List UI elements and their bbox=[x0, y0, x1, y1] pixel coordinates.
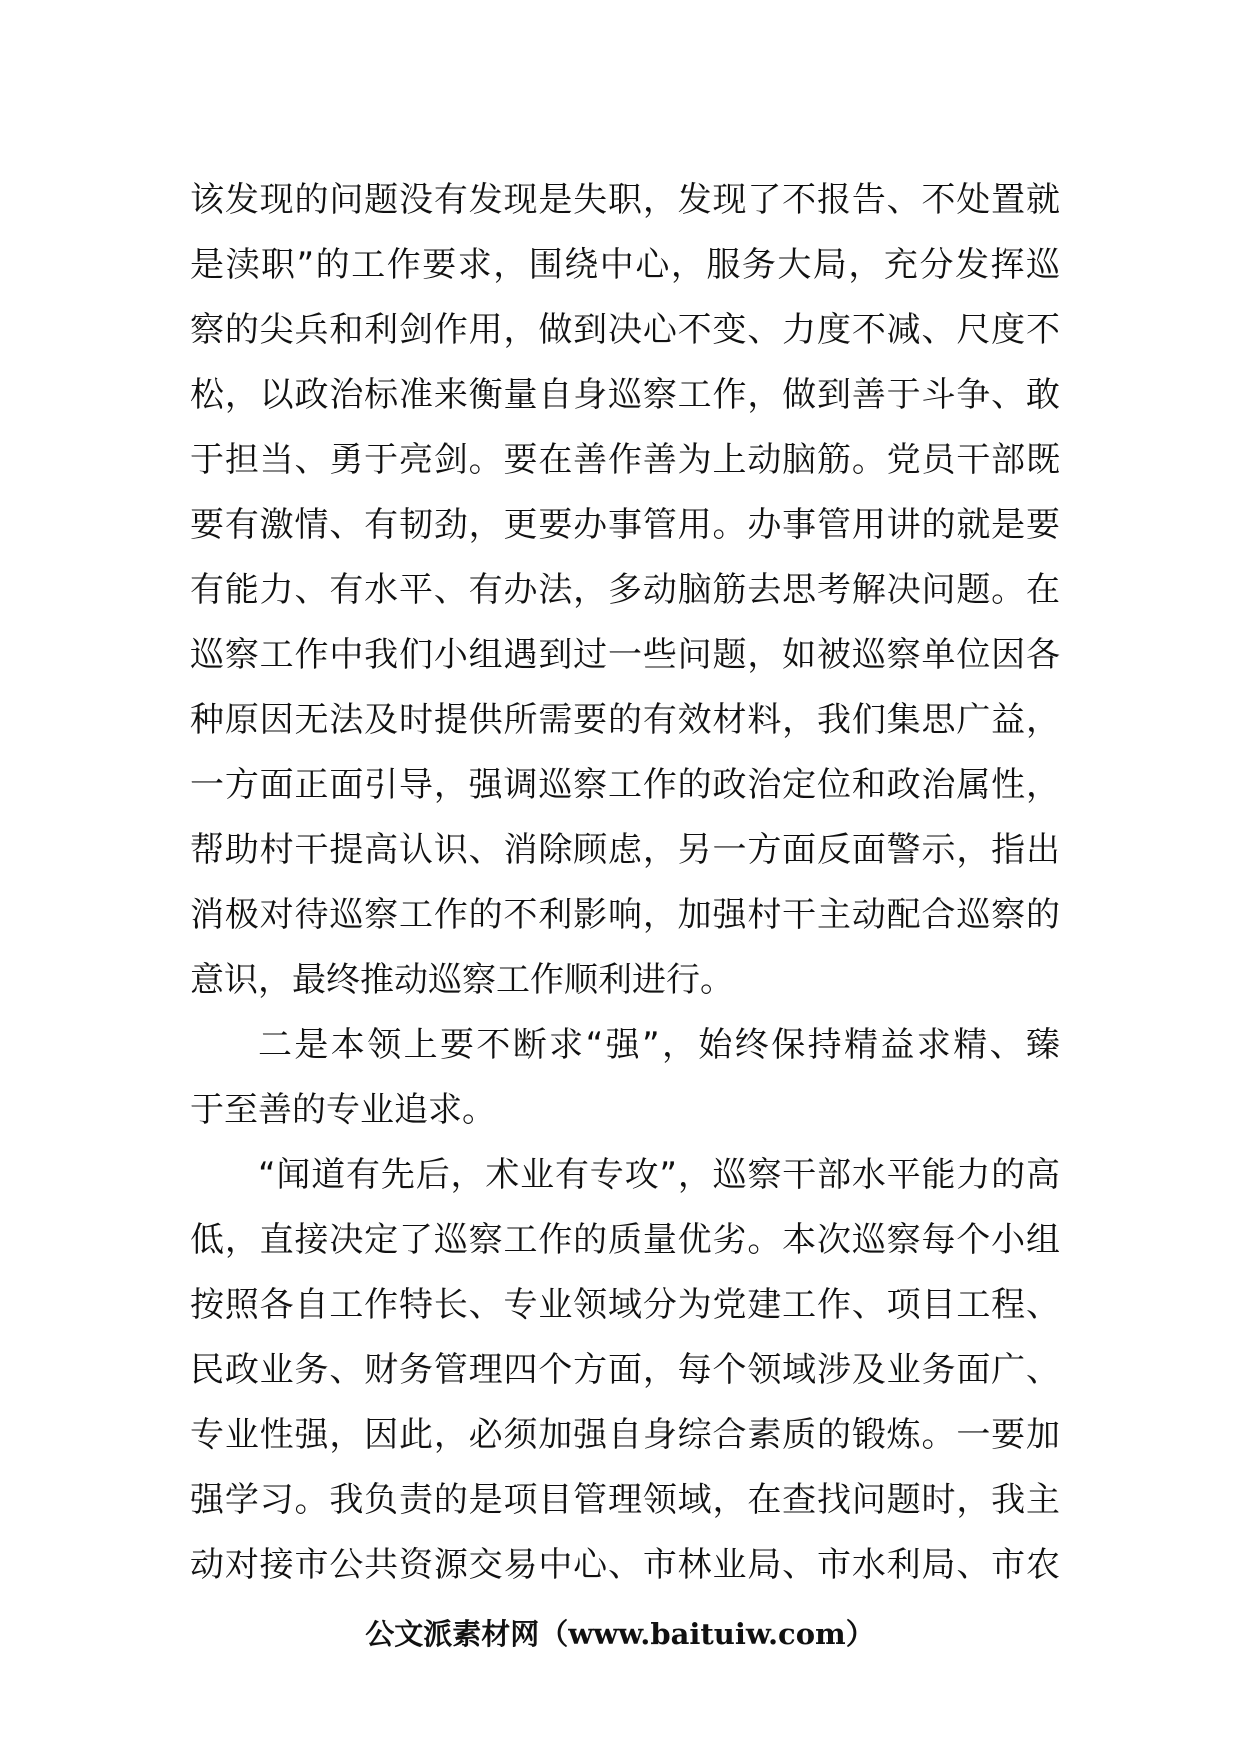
text-line: 有能力、有水平、有办法，多动脑筋去思考解决问题。在 bbox=[190, 570, 1060, 610]
text-line: 动对接市公共资源交易中心、市林业局、市水利局、市农 bbox=[190, 1545, 1060, 1585]
section-heading-line: 二是本领上要不断求“强”，始终保持精益求精、臻 bbox=[258, 1025, 1060, 1065]
text-line: 松，以政治标准来衡量自身巡察工作，做到善于斗争、敢 bbox=[190, 375, 1060, 415]
section-heading-line: 于至善的专业追求。 bbox=[190, 1090, 496, 1130]
text-line: 强学习。我负责的是项目管理领域，在查找问题时，我主 bbox=[190, 1480, 1060, 1520]
text-line: 察的尖兵和利剑作用，做到决心不变、力度不减、尺度不 bbox=[190, 310, 1060, 350]
text-line: 于担当、勇于亮剑。要在善作善为上动脑筋。党员干部既 bbox=[190, 440, 1060, 480]
text-line: 巡察工作中我们小组遇到过一些问题，如被巡察单位因各 bbox=[190, 635, 1060, 675]
text-line: 该发现的问题没有发现是失职，发现了不报告、不处置就 bbox=[190, 180, 1060, 220]
text-line: 一方面正面引导，强调巡察工作的政治定位和政治属性， bbox=[190, 765, 1060, 805]
document-body bbox=[190, 168, 1060, 1598]
footer-watermark: 公文派素材网（www.baituiw.com） bbox=[365, 1617, 875, 1651]
text-line: 按照各自工作特长、专业领域分为党建工作、项目工程、 bbox=[190, 1285, 1060, 1325]
text-line: 要有激情、有韧劲，更要办事管用。办事管用讲的就是要 bbox=[190, 505, 1060, 545]
text-line: 专业性强，因此，必须加强自身综合素质的锻炼。一要加 bbox=[190, 1415, 1060, 1455]
text-line: 低，直接决定了巡察工作的质量优劣。本次巡察每个小组 bbox=[190, 1220, 1060, 1260]
text-line: “闻道有先后，术业有专攻”，巡察干部水平能力的高 bbox=[258, 1155, 1060, 1195]
text-line: 是渎职”的工作要求，围绕中心，服务大局，充分发挥巡 bbox=[190, 245, 1060, 285]
text-line: 消极对待巡察工作的不利影响，加强村干主动配合巡察的 bbox=[190, 895, 1060, 935]
text-line: 意识，最终推动巡察工作顺利进行。 bbox=[190, 960, 734, 1000]
text-line: 民政业务、财务管理四个方面，每个领域涉及业务面广、 bbox=[190, 1350, 1060, 1390]
text-line: 种原因无法及时提供所需要的有效材料，我们集思广益， bbox=[190, 700, 1060, 740]
text-line: 帮助村干提高认识、消除顾虑，另一方面反面警示，指出 bbox=[190, 830, 1060, 870]
